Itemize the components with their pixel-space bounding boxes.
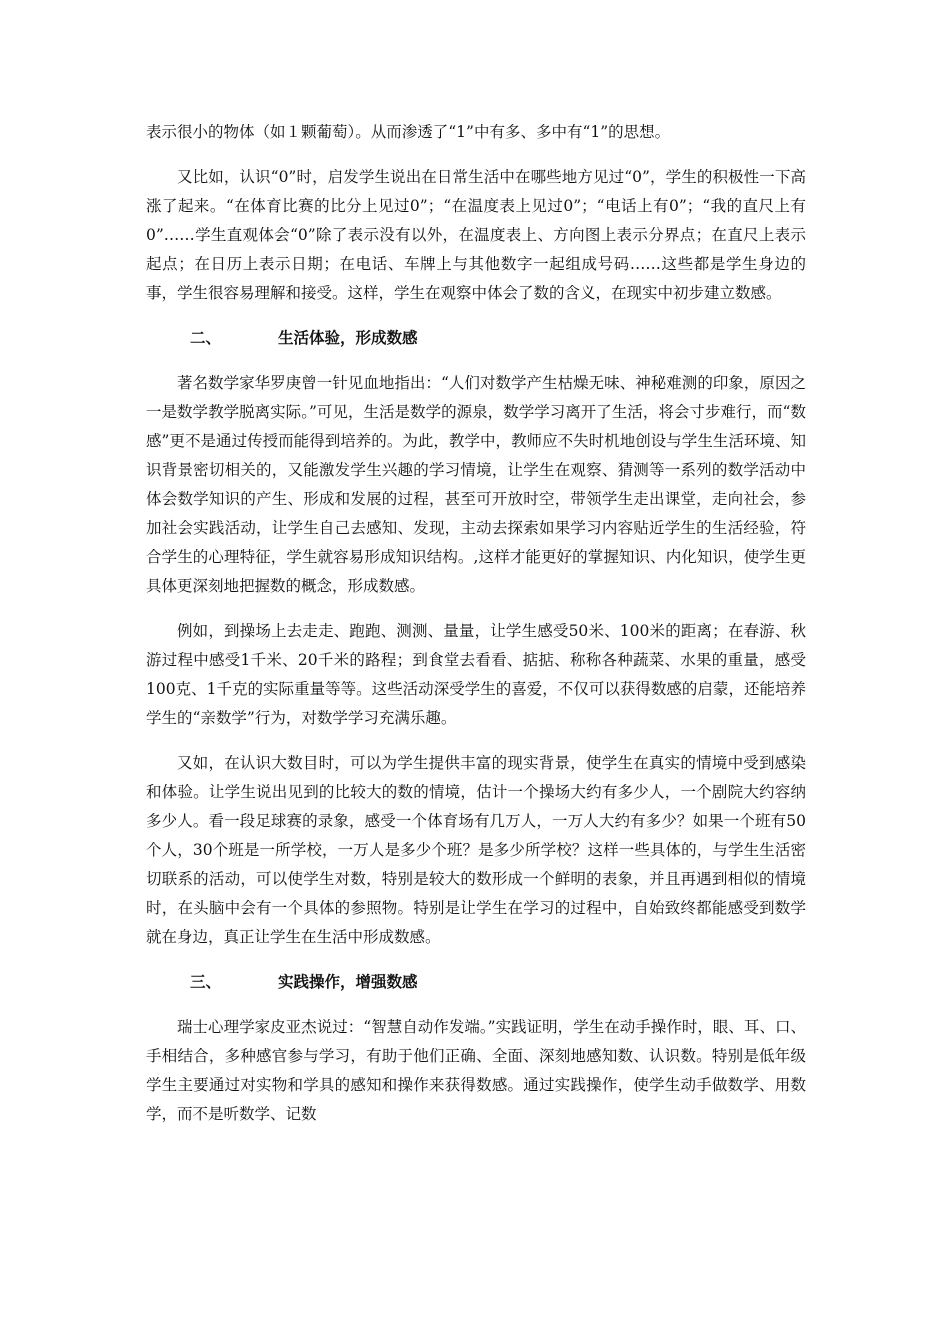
paragraph-zero-example: 又比如，认识“0”时，启发学生说出在日常生活中在哪些地方见过“0”，学生的积极性一下高涨了起来。“在体育比赛的比分上见过0”；“在温度表上见过0”；“电话上有0”；“我的直尺上有0”……学生直观体会“0”除了表示没有以外，在温度表上、方向图上表示分界点；在直尺上表示起点；在日历上表示日期；在电话、车牌上与其他数字一起组成号码……这些都是学生身边的事，学生很容易理解和接受。这样，学生在观察中体会了数的含义，在现实中初步建立数感。 xyxy=(146,168,806,302)
paragraph-playground-example: 例如，到操场上去走走、跑跑、测测、量量，让学生感受50米、100米的距离；在春游、秋游过程中感受1千米、20千米的路程；到食堂去看看、掂掂、称称各种蔬菜、水果的重量，感受100克、1千克的实际重量等等。这些活动深受学生的喜爱，不仅可以获得数感的启蒙，还能培养学生的“亲数学”行为，对数学学习充满乐趣。 xyxy=(146,622,806,727)
section-heading-2 xyxy=(146,324,806,353)
paragraph-piaget: 瑞士心理学家皮亚杰说过：“智慧自动作发端。”实践证明，学生在动手操作时，眼、耳、口、手相结合，多种感官参与学习，有助于他们正确、全面、深刻地感知数、认识数。特别是低年级学生主要通过对实物和学具的感知和操作来获得数感。通过实践操作，使学生动手做数学、用数学，而不是听数学、记数 xyxy=(146,1018,806,1123)
paragraph-hua-luogeng: 著名数学家华罗庚曾一针见血地指出：“人们对数学产生枯燥无味、神秘难测的印象，原因之一是数学教学脱离实际。”可见，生活是数学的源泉，数学学习离开了生活，将会寸步难行，而“数感”更不是通过传授而能得到培养的。为此，教学中，教师应不失时机地创设与学生生活环境、知识背景密切相关的，又能激发学生兴趣的学习情境，让学生在观察、猜测等一系列的数学活动中体会数学知识的产生、形成和发展的过程，甚至可开放时空，带领学生走出课堂，走向社会，参加社会实践活动，让学生自己去感知、发现，主动去探索如果学习内容贴近学生的生活经验，符合学生的心理特征，学生就容易形成知识结构。,这样才能更好的掌握知识、内化知识，使学生更具体更深刻地把握数的概念，形成数感。 xyxy=(146,374,806,595)
section-title-3: 实践操作，增强数感 xyxy=(278,973,418,991)
section-title-2: 生活体验，形成数感 xyxy=(278,329,418,347)
section-number-2: 二、 xyxy=(190,329,222,347)
paragraph-continuation: 表示很小的物体（如１颗葡萄）。从而渗透了“1”中有多、多中有“1”的思想。 xyxy=(146,123,671,141)
document-body xyxy=(146,118,806,1145)
section-number-3: 三、 xyxy=(190,973,222,991)
paragraph-large-numbers: 又如，在认识大数目时，可以为学生提供丰富的现实背景，使学生在真实的情境中受到感染和体验。让学生说出见到的比较大的数的情境，估计一个操场大约有多少人，一个剧院大约容纳多少人。看一段足球赛的录象，感受一个体育场有几万人，一万人大约有多少？如果一个班有50个人，30个班是一所学校，一万人是多少个班？是多少所学校？这样一些具体的，与学生生活密切联系的活动，可以使学生对数，特别是较大的数形成一个鲜明的表象，并且再遇到相似的情境时，在头脑中会有一个具体的参照物。特别是让学生在学习的过程中，自始致终都能感受到数学就在身边，真正让学生在生活中形成数感。 xyxy=(146,754,806,946)
section-heading-3 xyxy=(146,968,806,997)
